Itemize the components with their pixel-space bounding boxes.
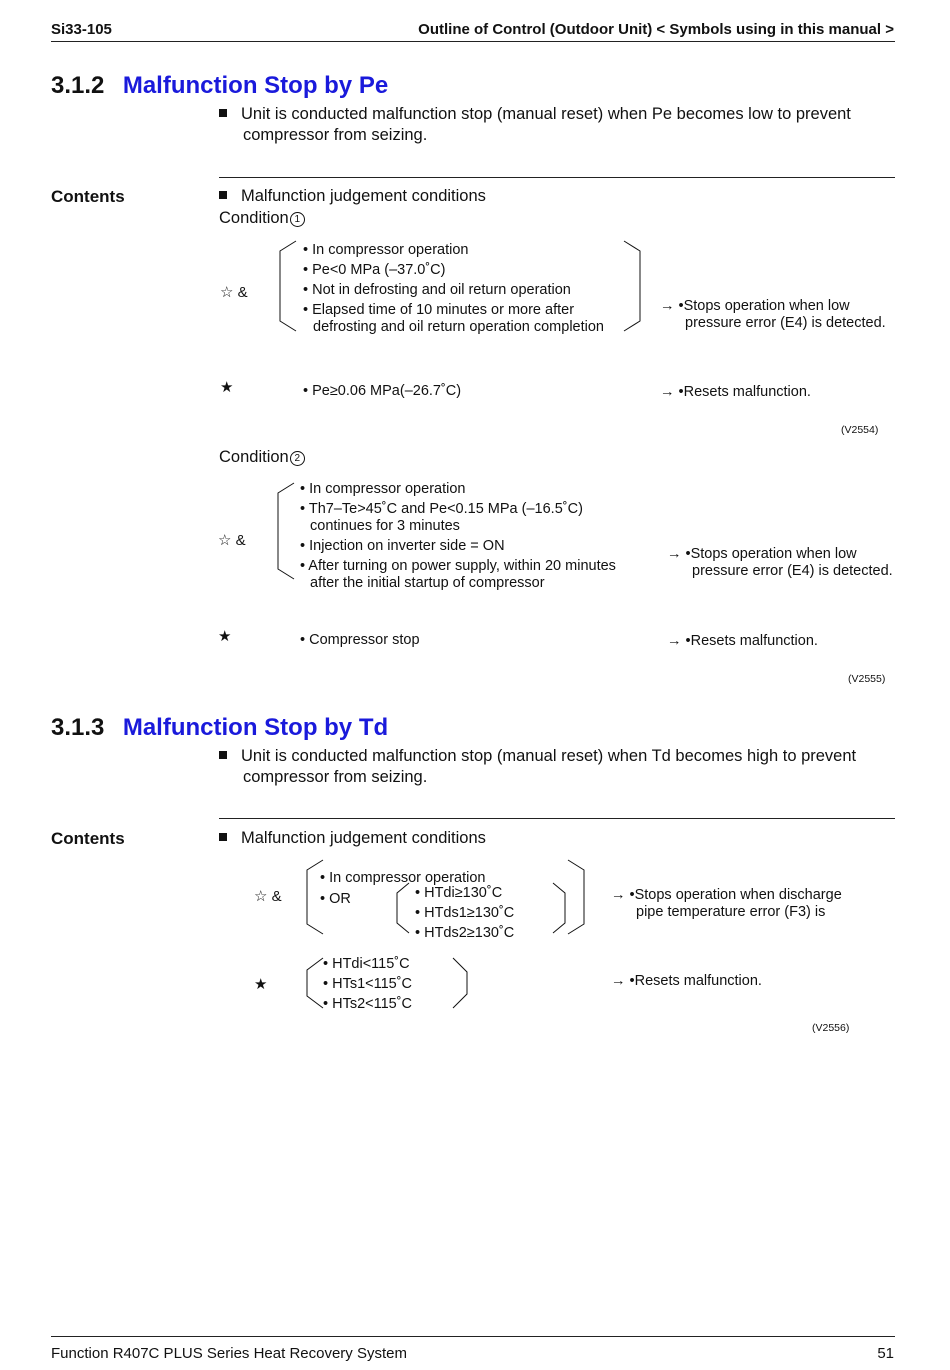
td-condition-or: • OR <box>320 891 351 907</box>
circled-number-icon: 2 <box>290 451 305 466</box>
intro-line: Unit is conducted malfunction stop (manual reset) when Td becomes high to prevent <box>241 747 857 765</box>
result-line: pipe temperature error (F3) is <box>636 904 826 920</box>
left-bracket-icon <box>278 241 298 333</box>
reset-item: • HTdi<115˚C <box>323 956 410 972</box>
footer-text: Function R407C PLUS Series Heat Recovery System <box>51 1345 407 1362</box>
reset-result: → •Resets malfunction. <box>660 384 811 400</box>
condition-item: • Elapsed time of 10 minutes or more after <box>303 302 575 318</box>
judgement-heading <box>219 186 486 207</box>
contents-label: Contents <box>51 829 125 848</box>
or-item: • HTds1≥130˚C <box>415 905 515 921</box>
condition-item: • In compressor operation <box>300 481 466 497</box>
section-rule <box>219 177 895 178</box>
footer-rule <box>51 1336 895 1337</box>
or-item: • HTdi≥130˚C <box>415 885 503 901</box>
condition-item: • Not in defrosting and oil return operation <box>303 282 571 298</box>
judgement-text: Malfunction judgement conditions <box>241 829 486 847</box>
condition-item: defrosting and oil return operation completion <box>313 319 604 335</box>
figure-id: (V2556) <box>812 1022 850 1034</box>
right-bracket-icon <box>551 883 567 935</box>
condition-2-result <box>667 546 893 580</box>
condition-item: after the initial startup of compressor <box>310 575 545 591</box>
td-result <box>611 887 842 921</box>
intro-line: Unit is conducted malfunction stop (manual reset) when Pe becomes low to prevent <box>241 105 851 123</box>
result-line: pressure error (E4) is detected. <box>685 315 886 331</box>
condition-item: continues for 3 minutes <box>310 518 460 534</box>
condition-item: • After turning on power supply, within 20 minutes <box>300 558 616 574</box>
right-bracket-icon <box>566 860 586 936</box>
intro-line: compressor from seizing. <box>243 126 428 144</box>
td-condition-item: • In compressor operation <box>320 870 486 886</box>
star-and-symbol: ☆ & <box>218 532 246 549</box>
left-bracket-icon <box>305 958 325 1010</box>
reset-item: • HTs1<115˚C <box>323 976 413 992</box>
condition-text: Condition <box>219 448 289 466</box>
circled-number-icon: 1 <box>290 212 305 227</box>
page-number: 51 <box>877 1345 894 1362</box>
reset-item: • HTs2<115˚C <box>323 996 413 1012</box>
or-item: • HTds2≥130˚C <box>415 925 515 941</box>
judgement-text: Malfunction judgement conditions <box>241 187 486 205</box>
result-line: → •Stops operation when low <box>667 546 857 562</box>
condition-text: Condition <box>219 209 289 227</box>
reset-condition: • Pe≥0.06 MPa(–26.7˚C) <box>303 383 462 399</box>
right-bracket-icon <box>622 241 642 333</box>
bullet-square-icon <box>219 833 227 841</box>
result-line: → •Stops operation when low <box>660 298 850 314</box>
star-and-symbol: ☆ & <box>220 284 248 301</box>
intro-paragraph <box>219 746 856 788</box>
condition-2-label <box>219 447 305 468</box>
result-line: pressure error (E4) is detected. <box>692 563 893 579</box>
reset-result: → •Resets malfunction. <box>667 633 818 649</box>
reset-condition: • Compressor stop <box>300 632 420 648</box>
condition-1-list <box>303 242 604 336</box>
star-and-symbol: ☆ & <box>254 888 282 905</box>
bullet-square-icon <box>219 751 227 759</box>
intro-paragraph <box>219 104 851 146</box>
section-heading <box>51 714 388 742</box>
section-number: 3.1.2 <box>51 72 105 99</box>
filled-star-icon: ★ <box>218 628 232 645</box>
condition-item: • Th7–Te>45˚C and Pe<0.15 MPa (–16.5˚C) <box>300 501 583 517</box>
condition-1-label <box>219 208 305 229</box>
bullet-square-icon <box>219 109 227 117</box>
header-title: Outline of Control (Outdoor Unit) < Symbols using in this manual > <box>418 21 894 38</box>
result-line: → •Stops operation when discharge <box>611 887 842 903</box>
header-rule <box>51 41 895 42</box>
figure-id: (V2555) <box>848 673 886 685</box>
or-list <box>415 885 514 942</box>
left-bracket-icon <box>395 883 411 935</box>
reset-list <box>323 956 412 1013</box>
section-number: 3.1.3 <box>51 714 105 741</box>
doc-id: Si33-105 <box>51 21 112 38</box>
section-title: Malfunction Stop by Td <box>122 714 389 741</box>
section-title: Malfunction Stop by Pe <box>122 72 389 99</box>
condition-item: • Injection on inverter side = ON <box>300 538 505 554</box>
condition-2-list <box>300 481 616 592</box>
intro-line: compressor from seizing. <box>243 768 428 786</box>
contents-label: Contents <box>51 187 125 206</box>
bullet-square-icon <box>219 191 227 199</box>
condition-item: • In compressor operation <box>303 242 469 258</box>
condition-item: • Pe<0 MPa (–37.0˚C) <box>303 262 446 278</box>
figure-id: (V2554) <box>841 424 879 436</box>
section-heading <box>51 72 388 100</box>
reset-result: → •Resets malfunction. <box>611 973 762 989</box>
judgement-heading <box>219 828 486 849</box>
right-bracket-icon <box>451 958 471 1010</box>
filled-star-icon: ★ <box>220 379 234 396</box>
condition-1-result <box>660 298 886 332</box>
left-bracket-icon <box>276 483 296 581</box>
section-rule <box>219 818 895 819</box>
filled-star-icon: ★ <box>254 976 268 993</box>
